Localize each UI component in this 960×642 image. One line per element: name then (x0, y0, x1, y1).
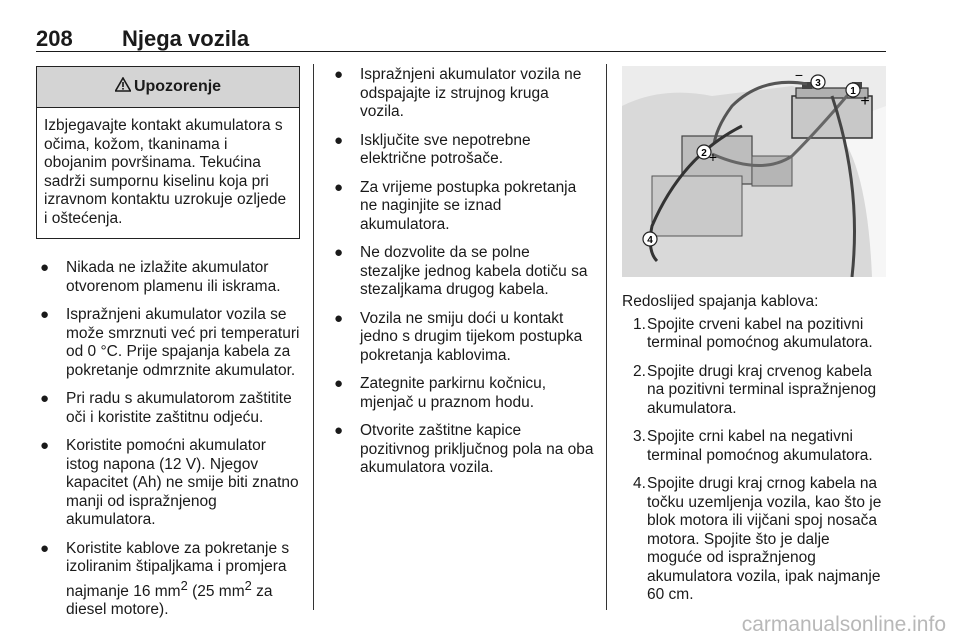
column-1 (36, 66, 300, 630)
step-number: 1. (633, 315, 646, 333)
list-item: 3. Spojite crni kabel na negativni terminal pomoćnog akumulatora. (633, 428, 873, 464)
callout-4 (643, 232, 657, 246)
svg-text:4: 4 (647, 235, 653, 246)
bullet-icon: ● (40, 539, 50, 557)
list-item: ● Koristite pomoćni akumulator istog napona (12 V). Njegov kapacitet (Ah) ne smije biti znatno manji od ispražnjenog akumulatora. (40, 437, 299, 528)
bullet-icon: ● (334, 244, 344, 261)
callout-3 (811, 75, 825, 89)
warning-header (37, 67, 299, 108)
bullet-icon: ● (40, 306, 50, 323)
bullet-icon: ● (334, 66, 344, 83)
list-item: 4. Spojite drugi kraj crnog kabela na točku uzemljenja vozila, kao što je blok motora ili vijčani spoj nosača motora. Spojite što je dalje moguće od ispražnjenog akumulatora vozila, ipak najmanje 60 cm. (633, 475, 882, 603)
bullet-icon: ● (334, 309, 344, 327)
step-number: 2. (633, 362, 646, 380)
list-item: 1. Spojite crveni kabel na pozitivni terminal pomoćnog akumulatora. (633, 315, 873, 351)
plus-label-1: + (860, 93, 870, 110)
precautions-list-1 (36, 259, 300, 620)
page-header (36, 26, 886, 52)
connection-steps (622, 316, 886, 605)
list-item: ● Otvorite zaštitne kapice pozitivnog priključnog pola na oba akumulatora vozila. (334, 422, 594, 476)
page-number: 208 (36, 26, 73, 51)
warning-text: Izbjegavajte kontakt akumulatora s očima, kožom, tkaninama i obojanim površinama. Tekućina sadrži sumpornu kiselinu koja pri izravnom kontaktu uzrokuje ozljede i oštećenja. (44, 117, 287, 227)
precautions-list-2 (330, 66, 594, 478)
list-item: ● Zategnite parkirnu kočnicu, mjenjač u praznom hodu. (334, 375, 547, 411)
warning-triangle-icon (115, 77, 131, 98)
list-item: ● Vozila ne smiju doći u kontakt jedno s drugim tijekom postupka pokretanja kablovima. (334, 309, 583, 364)
warning-title: Upozorenje (133, 77, 222, 95)
bullet-icon: ● (334, 375, 344, 392)
section-title: Njega vozila (122, 26, 250, 51)
list-item: ● Nikada ne izlažite akumulator otvorenom plamenu ili iskrama. (40, 259, 281, 295)
bullet-icon: ● (334, 131, 344, 149)
svg-text:1: 1 (850, 86, 856, 97)
svg-text:3: 3 (815, 78, 821, 89)
list-item: 2. Spojite drugi kraj crvenog kabela na pozitivni terminal ispražnjenog akumulatora. (633, 362, 877, 417)
list-item: ● Ispražnjeni akumulator vozila ne odspajajte iz strujnog kruga vozila. (334, 66, 582, 120)
list-item: ● Za vrijeme postupka pokretanja ne naginjite se iznad akumulatora. (334, 178, 577, 233)
list-item: ● Pri radu s akumulatorom zaštitite oči i koristite zaštitnu odjeću. (40, 390, 292, 426)
bullet-icon: ● (334, 422, 344, 439)
step-number: 4. (633, 475, 646, 492)
svg-text:2: 2 (701, 148, 707, 159)
bullet-icon: ● (40, 259, 50, 276)
column-3 (622, 66, 886, 615)
warning-box (36, 66, 300, 239)
bullet-icon: ● (40, 390, 50, 407)
engine-bay-drawing (622, 66, 886, 277)
steps-intro: Redoslijed spajanja kablova: (622, 293, 819, 310)
step-number: 3. (633, 428, 646, 445)
bullet-icon: ● (40, 437, 50, 454)
plus-label-2: + (708, 149, 718, 165)
list-item: ● Koristite kablove za pokretanje s izoliranim štipaljkama i promjera najmanje 16 $mm^2$ (25 $mm^2$ za diesel motore). (40, 539, 290, 619)
jump-start-illustration (622, 66, 886, 277)
column-2 (330, 66, 594, 488)
watermark: carmanualsonline.info (741, 613, 946, 636)
bullet-icon: ● (334, 178, 344, 196)
callout-1 (846, 83, 860, 97)
list-item: ● Ispražnjeni akumulator vozila se može smrznuti već pri temperaturi od 0 °C. Prije spajanja kabela za pokretanje odmrznite akumulator. (40, 306, 300, 379)
list-item: ● Ne dozvolite da se polne stezaljke jednog kabela dotiču sa stezaljkama drugog kabela. (334, 244, 588, 298)
minus-label: − (794, 67, 804, 83)
column-divider-1 (313, 64, 314, 610)
column-divider-2 (606, 64, 607, 610)
list-item: ● Isključite sve nepotrebne električne potrošače. (334, 131, 531, 167)
header-divider (36, 51, 886, 52)
